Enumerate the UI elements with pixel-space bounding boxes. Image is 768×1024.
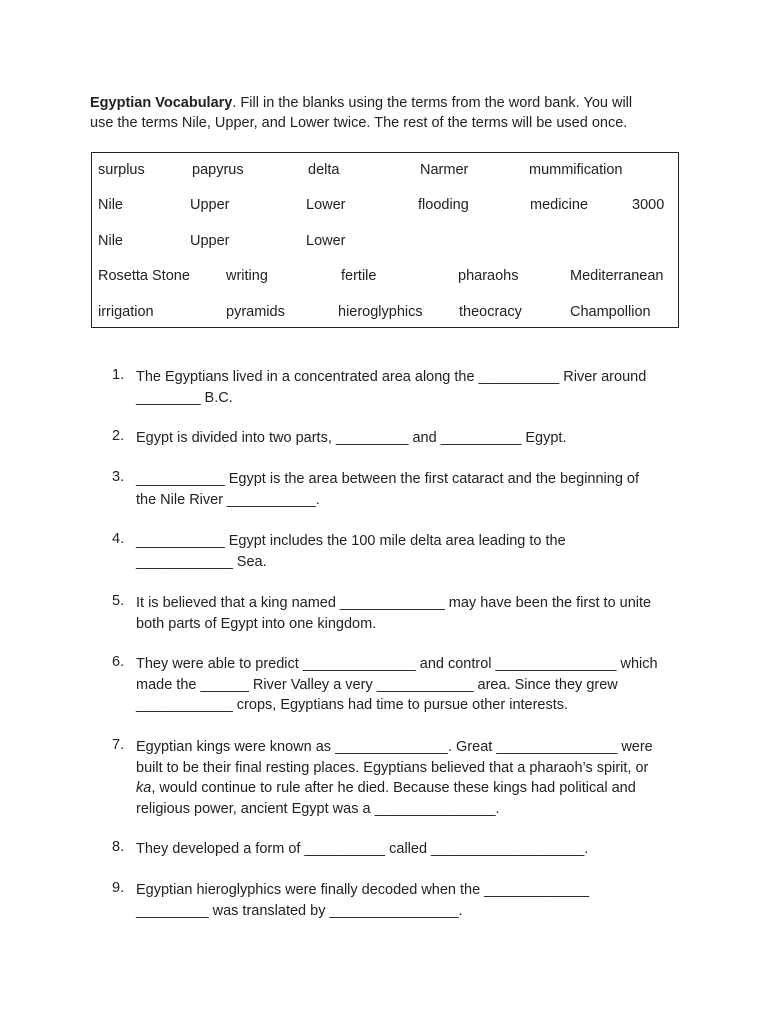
question-text [136,654,681,716]
word-bank-term: Champollion [570,304,651,320]
word-bank-term: Rosetta Stone [98,268,190,284]
word-bank-row [92,197,678,217]
word-bank-term: Lower [306,197,346,213]
question-text [136,367,681,408]
word-bank-term: Upper [190,197,230,213]
ka-term: ka [136,780,152,796]
question-line: _________ was translated by ________________. [136,902,463,919]
question-line: ____________ Sea. [136,553,267,570]
question-line: ____________ crops, Egyptians had time to pursue other interests. [136,697,569,713]
question-number: 5. [112,593,125,609]
word-bank-term: flooding [418,197,469,213]
word-bank-row [92,304,678,324]
question-line: made the ______ River Valley a very ____________ area. Since they grew [136,676,618,693]
question-line: the Nile River ___________. [136,491,320,508]
word-bank-term: 3000 [632,197,665,213]
word-bank-term: delta [308,162,340,178]
question-number: 3. [112,469,125,485]
question-line: The Egyptians lived in a concentrated area along the __________ River around [136,369,647,385]
instructions-line-2: use the terms Nile, Upper, and Lower twice. The rest of the terms will be used once. [90,115,628,131]
word-bank-term: pyramids [226,304,285,320]
question-line: ___________ Egypt is the area between the first cataract and the beginning of [136,471,640,487]
word-bank-term: Upper [190,233,230,249]
question-text [136,531,681,572]
question-number: 4. [112,531,125,547]
question-line: built to be their final resting places. Egyptians believed that a pharaoh’s spirit, or [136,759,649,776]
word-bank-term: mummification [529,162,623,178]
question-line: both parts of Egypt into one kingdom. [136,615,377,632]
question-line: Egyptian kings were known as ______________. Great _______________ were [136,739,653,755]
question-line: Egypt is divided into two parts, _________ and __________ Egypt. [136,430,567,446]
word-bank-term: fertile [341,268,377,284]
word-bank-term: Nile [98,197,123,213]
question-number: 9. [112,880,125,896]
question-line: They were able to predict ______________ and control _______________ which [136,656,658,672]
question-number: 7. [112,737,125,753]
question-text [136,880,681,921]
question-number: 8. [112,839,125,855]
word-bank-row [92,233,678,253]
question-text [136,428,681,449]
instructions-line-1 [90,93,690,113]
word-bank-term: theocracy [459,304,522,320]
word-bank-term: medicine [530,197,589,213]
word-bank-term: irrigation [98,304,154,320]
question-line-rest: , would continue to rule after he died. Because these kings had political and [151,780,636,796]
word-bank-term: papyrus [192,162,244,178]
question-line [136,778,681,799]
question-line: religious power, ancient Egypt was a _______________. [136,800,500,817]
question-line: Egyptian hieroglyphics were finally decoded when the _____________ [136,882,590,898]
question-number: 6. [112,654,125,670]
question-text [136,737,681,819]
word-bank-term: writing [226,268,268,284]
word-bank-row [92,268,678,288]
word-bank-term: hieroglyphics [338,304,423,320]
word-bank [91,152,679,328]
question-number: 1. [112,367,125,383]
question-line: ___________ Egypt includes the 100 mile delta area leading to the [136,533,566,549]
instructions [90,93,690,133]
word-bank-term: surplus [98,162,145,178]
instructions-text-1: . Fill in the blanks using the terms from the word bank. You will [232,95,633,111]
worksheet-title: Egyptian Vocabulary [90,95,233,111]
question-line: ________ B.C. [136,389,233,406]
question-text [136,469,681,510]
word-bank-term: Mediterranean [570,268,664,284]
word-bank-row [92,162,678,182]
question-line: It is believed that a king named _____________ may have been the first to unite [136,595,652,611]
word-bank-term: Lower [306,233,346,249]
word-bank-term: pharaohs [458,268,519,284]
word-bank-term: Nile [98,233,123,249]
question-number: 2. [112,428,125,444]
question-line: They developed a form of __________ called ___________________. [136,841,589,857]
word-bank-term: Narmer [420,162,469,178]
question-text [136,839,681,860]
question-text [136,593,681,634]
